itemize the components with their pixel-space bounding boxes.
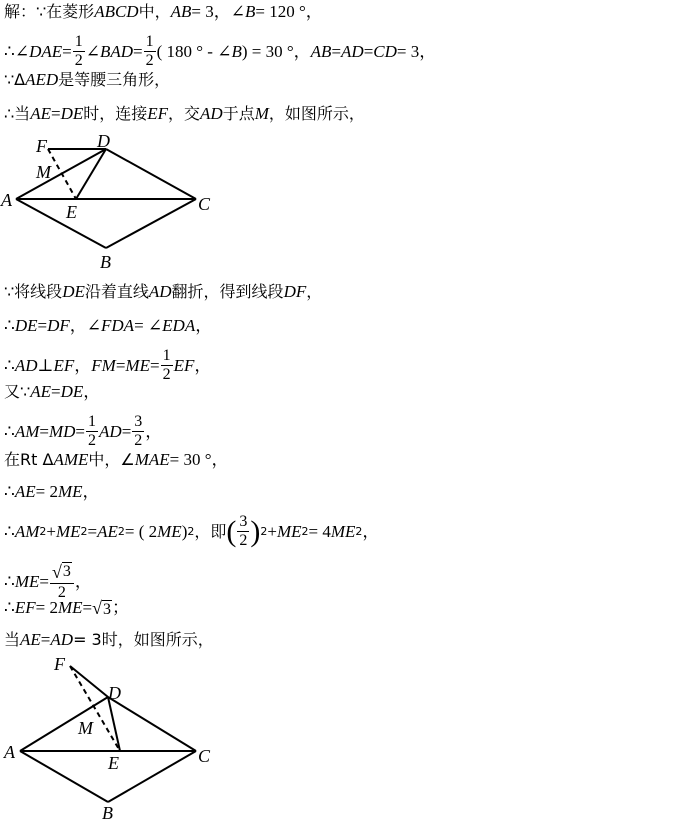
math: AED (25, 70, 59, 89)
text: = (40, 630, 51, 649)
segment-AD (20, 697, 108, 751)
math: EF (173, 355, 195, 375)
solution-line-14 (4, 598, 129, 618)
vertex-label-F: F (54, 656, 65, 674)
math: B (231, 41, 242, 61)
math: ME (157, 521, 182, 541)
text: ； (111, 598, 129, 617)
text: = 3，∠ (191, 2, 245, 21)
math: MAE (134, 450, 170, 469)
vertex-label-F: F (36, 136, 47, 156)
text: 中，∠ (88, 450, 135, 469)
math: DE (14, 316, 38, 335)
math: M (254, 104, 269, 123)
segment-DC (106, 149, 196, 199)
math: ME (125, 355, 150, 375)
math: AE (30, 104, 51, 123)
math: AB (310, 41, 332, 61)
segment-FD (70, 666, 108, 697)
text: ⊥ (37, 355, 54, 375)
math: AM (14, 421, 40, 441)
vertex-label-C: C (198, 746, 211, 766)
solution-line-3 (4, 70, 170, 90)
solution-line-12: ∴ AM 2 + ME 2 = AE 2 = ( 2 ME ) 2 ，即 ( $\frac{3}{2}$ ) 2 + ME 2 = 4 ME 2 ， (4, 513, 380, 549)
math: ME (57, 482, 83, 501)
text: ， (145, 421, 163, 441)
text: ∴ (4, 482, 15, 501)
fraction-three-halves: $\frac{3}{2}$ (239, 513, 248, 549)
math: AD (99, 421, 122, 441)
solution-line-9 (4, 414, 162, 449)
solution-line-7 (4, 348, 211, 383)
text: 时，连接 (83, 104, 148, 123)
text: ∴∠ (4, 41, 30, 61)
text: 在Rt Δ (4, 450, 54, 469)
text: = 30 °， (169, 450, 229, 469)
text: = 120 °， (255, 2, 323, 21)
math: AD (14, 355, 38, 375)
math: AD (148, 282, 172, 301)
math: DAE (29, 41, 63, 61)
segment-BA (20, 751, 108, 802)
text: = (115, 355, 126, 375)
text: = (62, 41, 72, 61)
text: = (121, 421, 132, 441)
text: 于点 (222, 104, 255, 123)
math: AD (200, 104, 223, 123)
math: AD (341, 41, 364, 61)
text: ，即 (194, 521, 227, 541)
math: B (244, 2, 256, 21)
vertex-label-E: E (66, 202, 77, 222)
math: DF (283, 282, 307, 301)
text: ∴ (4, 571, 15, 591)
solution-line-13 (4, 562, 92, 601)
segment-CB (108, 751, 196, 802)
segment-BA (16, 199, 106, 248)
solution-line-6 (4, 316, 212, 336)
solution-line-10 (4, 450, 229, 470)
text: + (267, 521, 277, 541)
text: = 3时，如图所示， (73, 630, 214, 649)
text: 是等腰三角形， (58, 70, 171, 89)
fraction-half: $\frac{1}{2}$ (74, 33, 83, 69)
text: ， (362, 521, 380, 541)
text: ) = 30 °， (241, 41, 311, 61)
text: ， (74, 355, 92, 375)
vertex-label-A: A (4, 742, 15, 762)
segment-DE (108, 697, 120, 751)
math: EDA (162, 316, 196, 335)
solution-line-1 (4, 2, 323, 22)
math: EF (147, 104, 169, 123)
point-label-M: M (78, 718, 93, 738)
point-label-M: M (36, 162, 51, 182)
segment-CB (106, 199, 196, 248)
text: = (331, 41, 342, 61)
text: = (133, 41, 143, 61)
vertex-label-B: B (102, 803, 113, 822)
math: MD (48, 421, 76, 441)
text: = (50, 104, 61, 123)
solution-line-2 (4, 34, 436, 69)
solution-line-5 (4, 282, 322, 302)
math: ME (14, 571, 40, 591)
text: ， (82, 482, 100, 501)
fraction-three-halves: $\frac{3}{2}$ (134, 413, 143, 449)
text: = (82, 598, 93, 617)
text: ， (194, 355, 212, 375)
rhombus-figure-2 (0, 656, 230, 822)
fraction-sqrt3-over-2: √ 3 2 (50, 562, 74, 601)
solution-line-15 (4, 630, 214, 650)
segment-FE-dashed (70, 666, 120, 751)
math: EF (14, 598, 36, 617)
text: = (37, 316, 48, 335)
math: AE (97, 521, 118, 541)
math: ME (330, 521, 356, 541)
text: 解：∵在菱形 (4, 2, 95, 21)
segment-FE-dashed (48, 149, 76, 199)
sqrt-3: √ 3 (92, 598, 111, 618)
math: EF (53, 355, 75, 375)
text: = (50, 382, 61, 401)
text: + (46, 521, 56, 541)
math: AD (50, 630, 74, 649)
vertex-label-C: C (198, 194, 211, 214)
vertex-label-D: D (97, 134, 110, 151)
paren: ) (250, 514, 261, 548)
math: ME (57, 598, 83, 617)
text: ， (74, 571, 92, 591)
math: DF (47, 316, 70, 335)
text: ，交 (168, 104, 201, 123)
math: AME (53, 450, 89, 469)
text: = 2 (35, 598, 58, 617)
solution-line-4 (4, 104, 365, 124)
text: = (149, 355, 160, 375)
text: 又∵ (4, 382, 31, 401)
text: = 4 (308, 521, 331, 541)
math: FDA (101, 316, 135, 335)
fraction-half: $\frac{1}{2}$ (88, 413, 97, 449)
math: DE (62, 282, 85, 301)
vertex-label-E: E (108, 753, 119, 773)
text: ，如图所示， (268, 104, 365, 123)
math: AE (20, 630, 41, 649)
math: AB (170, 2, 192, 21)
fraction-half: $\frac{1}{2}$ (145, 33, 154, 69)
text: ( 180 ° - ∠ (156, 41, 232, 61)
rhombus-figure-1 (0, 134, 230, 272)
text: 沿着直线 (84, 282, 149, 301)
math: AM (14, 521, 40, 541)
text: 当 (4, 630, 21, 649)
text: ， (306, 282, 323, 301)
text: ∵Δ (4, 70, 26, 89)
math: BAD (99, 41, 133, 61)
text: = 2 (35, 482, 58, 501)
text: = (75, 421, 86, 441)
text: ，∠ (69, 316, 102, 335)
text: ∵将线段 (4, 282, 63, 301)
math: AE (14, 482, 36, 501)
text: = ( 2 (124, 521, 158, 541)
paren: ( (226, 514, 237, 548)
math: ABCD (94, 2, 139, 21)
fraction-half: $\frac{1}{2}$ (162, 347, 171, 383)
math: FM (91, 355, 116, 375)
text: = ∠ (134, 316, 163, 335)
math: CD (373, 41, 397, 61)
math: ME (55, 521, 81, 541)
text: = (39, 421, 49, 441)
text: ∴ (4, 355, 15, 375)
segment-DC (108, 697, 196, 751)
vertex-label-B: B (100, 252, 111, 272)
text: ∴ (4, 316, 15, 335)
math: DE (60, 382, 84, 401)
text: ∠ (85, 41, 100, 61)
math: DE (60, 104, 84, 123)
text: ∴ (4, 521, 15, 541)
text: = (39, 571, 49, 591)
text: ∴当 (4, 104, 31, 123)
text: 翻折，得到线段 (171, 282, 284, 301)
solution-line-11 (4, 482, 100, 502)
math: AE (30, 382, 51, 401)
text: = (87, 521, 98, 541)
text: ， (83, 382, 101, 401)
vertex-label-D: D (108, 683, 121, 703)
text: ∴ (4, 421, 15, 441)
text: 中， (138, 2, 171, 21)
text: = 3， (396, 41, 437, 61)
text: ) (181, 521, 188, 541)
vertex-label-A: A (1, 190, 12, 210)
text: ∴ (4, 598, 15, 617)
text: ， (195, 316, 213, 335)
solution-line-8 (4, 382, 100, 402)
math: ME (276, 521, 302, 541)
text: = (363, 41, 374, 61)
